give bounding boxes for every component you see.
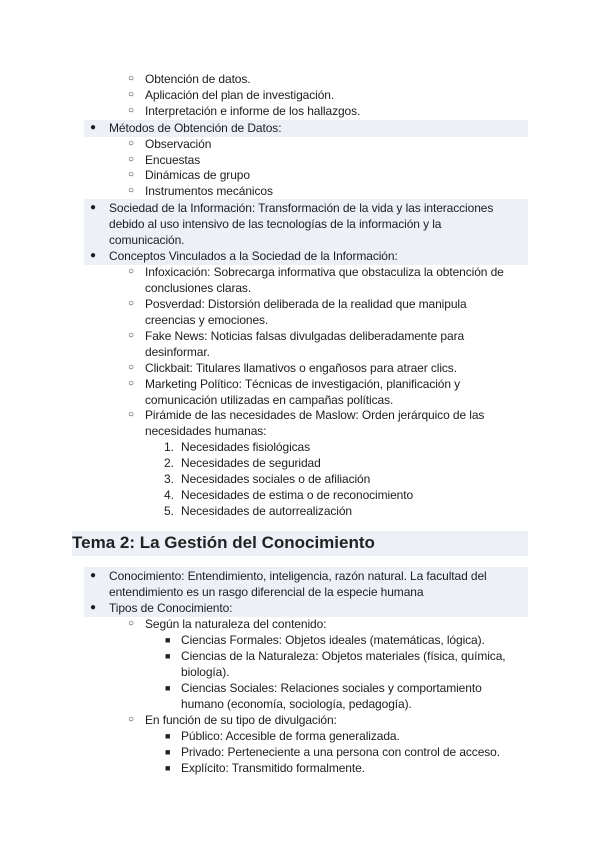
list-item: En función de su tipo de divulgación: <box>145 713 337 727</box>
disc-bullet-icon: ● <box>90 122 97 133</box>
list-item: Según la naturaleza del contenido: <box>145 617 327 631</box>
list-item: Marketing Político: Técnicas de investigación, planificación y <box>145 377 461 391</box>
disc-bullet-icon: ● <box>90 570 97 581</box>
circle-bullet-icon: ○ <box>128 330 135 341</box>
list-item: Observación <box>145 137 212 151</box>
circle-bullet-icon: ○ <box>128 154 135 165</box>
list-item: Dinámicas de grupo <box>145 168 250 182</box>
list-item: Necesidades sociales o de afiliación <box>181 472 371 486</box>
list-item: Privado: Perteneciente a una persona con control de acceso. <box>181 745 500 759</box>
list-item: Posverdad: Distorsión deliberada de la realidad que manipula <box>145 297 467 311</box>
list-item: Interpretación e informe de los hallazgos. <box>145 104 361 118</box>
list-item-continuation: conclusiones claras. <box>145 281 252 295</box>
list-item-continuation: necesidades humanas: <box>145 424 267 438</box>
list-item-continuation: comunicación. <box>109 233 185 247</box>
list-item: Ciencias Sociales: Relaciones sociales y comportamiento <box>181 681 482 695</box>
list-item: Infoxicación: Sobrecarga informativa que obstaculiza la obtención de <box>145 265 504 279</box>
square-bullet-icon: ■ <box>165 731 171 741</box>
list-item: Obtención de datos. <box>145 72 251 86</box>
circle-bullet-icon: ○ <box>128 409 135 420</box>
list-item: Público: Accesible de forma generalizada. <box>181 729 400 743</box>
circle-bullet-icon: ○ <box>128 185 135 196</box>
list-item: Ciencias de la Naturaleza: Objetos materiales (física, química, <box>181 649 506 663</box>
list-item: Fake News: Noticias falsas divulgadas deliberadamente para <box>145 329 465 343</box>
list-item: Explícito: Transmitido formalmente. <box>181 761 365 775</box>
circle-bullet-icon: ○ <box>128 378 135 389</box>
circle-bullet-icon: ○ <box>128 138 135 149</box>
circle-bullet-icon: ○ <box>128 89 135 100</box>
circle-bullet-icon: ○ <box>128 618 135 629</box>
list-number: 4. <box>163 488 174 502</box>
list-item: Ciencias Formales: Objetos ideales (matemáticas, lógica). <box>181 633 485 647</box>
list-item-continuation: humano (economía, sociología, pedagogía). <box>181 697 412 711</box>
list-item-continuation: biología). <box>181 665 230 679</box>
list-item-continuation: creencias y emociones. <box>145 313 269 327</box>
section-title: Tema 2: La Gestión del Conocimiento <box>72 533 375 552</box>
circle-bullet-icon: ○ <box>128 105 135 116</box>
list-item: Conocimiento: Entendimiento, inteligencia, razón natural. La facultad del <box>109 569 487 583</box>
disc-bullet-icon: ● <box>90 202 97 213</box>
list-number: 1. <box>163 440 174 454</box>
list-item: Necesidades de estima o de reconocimiento <box>181 488 414 502</box>
list-number: 5. <box>163 504 174 518</box>
circle-bullet-icon: ○ <box>128 714 135 725</box>
disc-bullet-icon: ● <box>90 602 97 613</box>
list-item: Aplicación del plan de investigación. <box>145 88 335 102</box>
disc-bullet-icon: ● <box>90 250 97 261</box>
list-item: Necesidades de seguridad <box>181 456 321 470</box>
list-item-continuation: entendimiento es un rasgo diferencial de la especie humana <box>109 585 424 599</box>
list-item-continuation: desinformar. <box>145 345 210 359</box>
list-item: Pirámide de las necesidades de Maslow: Orden jerárquico de las <box>145 408 485 422</box>
list-item: Instrumentos mecánicos <box>145 184 273 198</box>
list-item: Necesidades de autorrealización <box>181 504 353 518</box>
square-bullet-icon: ■ <box>165 635 171 645</box>
circle-bullet-icon: ○ <box>128 169 135 180</box>
circle-bullet-icon: ○ <box>128 73 135 84</box>
circle-bullet-icon: ○ <box>128 298 135 309</box>
list-number: 2. <box>163 456 174 470</box>
list-item: Métodos de Obtención de Datos: <box>109 121 282 135</box>
list-item: Encuestas <box>145 153 201 167</box>
list-item: Sociedad de la Información: Transformación de la vida y las interacciones <box>109 201 494 215</box>
square-bullet-icon: ■ <box>165 747 171 757</box>
list-item: Tipos de Conocimiento: <box>109 601 233 615</box>
circle-bullet-icon: ○ <box>128 362 135 373</box>
list-item: Necesidades fisiológicas <box>181 440 311 454</box>
square-bullet-icon: ■ <box>165 683 171 693</box>
square-bullet-icon: ■ <box>165 763 171 773</box>
list-item: Clickbait: Titulares llamativos o engañosos para atraer clics. <box>145 361 457 375</box>
list-number: 3. <box>163 472 174 486</box>
list-item: Conceptos Vinculados a la Sociedad de la Información: <box>109 249 398 263</box>
circle-bullet-icon: ○ <box>128 266 135 277</box>
square-bullet-icon: ■ <box>165 651 171 661</box>
list-item-continuation: comunicación utilizadas en campañas políticas. <box>145 393 394 407</box>
list-item-continuation: debido al uso intensivo de las tecnologías de la información y la <box>109 217 442 231</box>
